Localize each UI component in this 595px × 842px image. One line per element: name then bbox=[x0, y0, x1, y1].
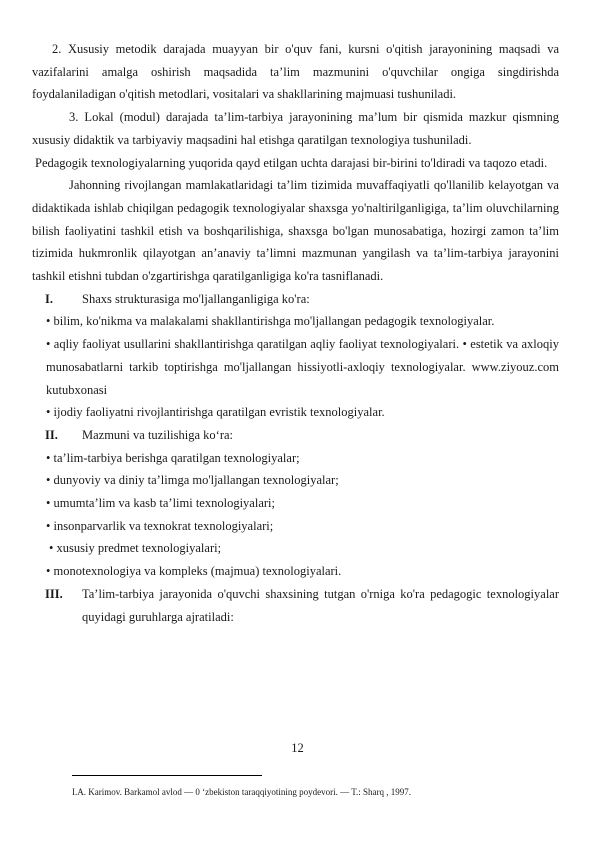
paragraph-level-2: 2. Xususiy metodik darajada muayyan bir o'quv fani, kursni o'qitish jarayonining maqsadi va vazifalarini amalga oshirish maqsadida ta’lim mazmunini o'quvchilar ongiga singdirishda foydalaniladigan o'qitish metodlari, vositalari va shakllarining majmuasi tushuniladi. bbox=[32, 42, 559, 102]
list-item: • aqliy faoliyat usullarini shakllantirishga qaratilgan aqliy faoliyat texnologiyalari. • estetik va axloqiy munosabatlarni tarkib toptirishga mo'ljallangan hissiyotli-axloqiy texnologiyalar. www.ziyouz.com kutubxonasi bbox=[46, 337, 559, 397]
list-item: • monotexnologiya va kompleks (majmua) texnologiyalari. bbox=[46, 564, 342, 579]
list-item: • xususiy predmet texnologiyalari; bbox=[49, 541, 222, 556]
section-numeral: I. bbox=[45, 291, 53, 306]
section-heading-3 bbox=[45, 583, 559, 628]
list-item: • umumta’lim va kasb ta’limi texnologiyalari; bbox=[46, 496, 275, 511]
list-item: • dunyoviy va diniy ta’limga mo'ljallangan texnologiyalar; bbox=[46, 473, 339, 488]
list-item: • insonparvarlik va texnokrat texnologiyalari; bbox=[46, 518, 274, 533]
footnote: I.A. Karimov. Barkamol avlod — 0 ‘zbekiston taraqqiyotining poydevori. — T.: Sharq , 1997. bbox=[72, 787, 412, 797]
footnote-divider bbox=[72, 775, 262, 776]
section-numeral: III. bbox=[45, 586, 63, 601]
paragraph-level-3: 3. Lokal (modul) darajada ta’lim-tarbiya jarayonining ma’lum bir qismida mazkur qismning xususiy didaktik va tarbiyaviy maqsadini hal etishga qaratilgan texnologiya tushuniladi. bbox=[32, 110, 559, 147]
page-number: 12 bbox=[291, 741, 304, 755]
paragraph-classification-intro: Jahonning rivojlangan mamlakatlaridagi ta’lim tizimida muvaffaqiyatli qo'llanilib kelayotgan va didaktikada ishlab chiqilgan pedagogik texnologiyalar shaxsga yo'naltirilganligiga, ta’lim oluvchilarning bilish faoliyatini tashkil etish va boshqarilishiga, shaxsga bo'lgan munosabatiga, hozirgi zamon ta’lim tizimida hukmronlik qilayotgan an’anaviy ta’limni mazmunan yangilash va ta’lim-tarbiya jarayonini tashkil etishni tubdan o'zgartirishga qaratilganligiga ko'ra tasniflanadi. bbox=[32, 178, 559, 284]
section-title: Ta’lim-tarbiya jarayonida o'quvchi shaxsining tutgan o'rniga ko'ra pedagogic texnologiyalar quyidagi guruhlarga ajratiladi: bbox=[82, 586, 559, 624]
section-title: Shaxs strukturasiga mo'ljallanganligiga ko'ra: bbox=[82, 291, 310, 306]
section-heading-1 bbox=[45, 288, 559, 311]
document-body bbox=[32, 38, 559, 628]
list-item: • bilim, ko'nikma va malakalami shakllantirishga mo'ljallangan pedagogik texnologiyalar. bbox=[46, 314, 495, 329]
paragraph-levels-summary: Pedagogik texnologiyalarning yuqorida qayd etilgan uchta darajasi bir-birini to'ldiradi va taqozo etadi. bbox=[35, 155, 548, 170]
section-title: Mazmuni va tuzilishiga ko‘ra: bbox=[82, 427, 234, 442]
list-item: • ta’lim-tarbiya berishga qaratilgan texnologiyalar; bbox=[46, 450, 300, 465]
list-item: • ijodiy faoliyatni rivojlantirishga qaratilgan evristik texnologiyalar. bbox=[46, 405, 385, 420]
section-numeral: II. bbox=[45, 427, 58, 442]
section-heading-2 bbox=[45, 424, 559, 447]
